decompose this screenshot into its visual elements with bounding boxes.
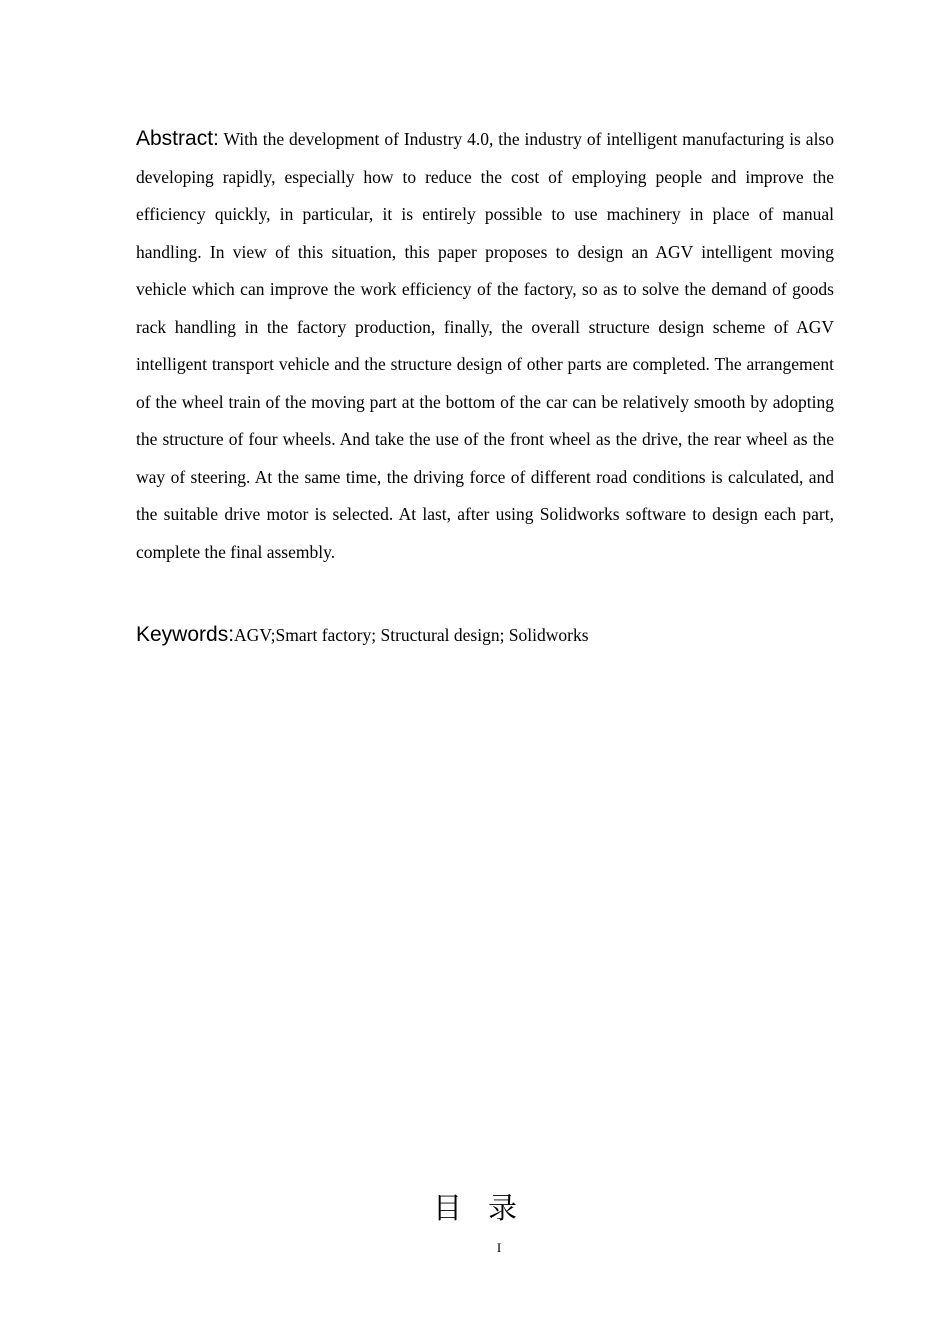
keywords-text: AGV;Smart factory; Structural design; Solidworks — [234, 625, 589, 645]
keywords-paragraph — [136, 616, 834, 654]
abstract-text: With the development of Industry 4.0, the industry of intelligent manufacturing is also developing rapidly, especially how to reduce the cost of employing people and improve the efficiency quickly, in particular, it is entirely possible to use machinery in place of manual handling. In view of this situation, this paper proposes to design an AGV intelligent moving vehicle which can improve the work efficiency of the factory, so as to solve the demand of goods rack handling in the factory production, finally, the overall structure design scheme of AGV intelligent transport vehicle and the structure design of other parts are completed. The arrangement of the wheel train of the moving part at the bottom of the car can be relatively smooth by adopting the structure of four wheels. And take the use of the front wheel as the drive, the rear wheel as the way of steering. At the same time, the driving force of different road conditions is calculated, and the suitable drive motor is selected. At last, after using Solidworks software to design each part, complete the final assembly. — [136, 129, 834, 562]
abstract-label: Abstract: — [136, 127, 219, 150]
keywords-label: Keywords: — [136, 623, 235, 646]
page-number: I — [496, 1240, 502, 1255]
table-of-contents-heading: 目录 — [432, 1191, 543, 1225]
abstract-paragraph — [136, 120, 834, 571]
